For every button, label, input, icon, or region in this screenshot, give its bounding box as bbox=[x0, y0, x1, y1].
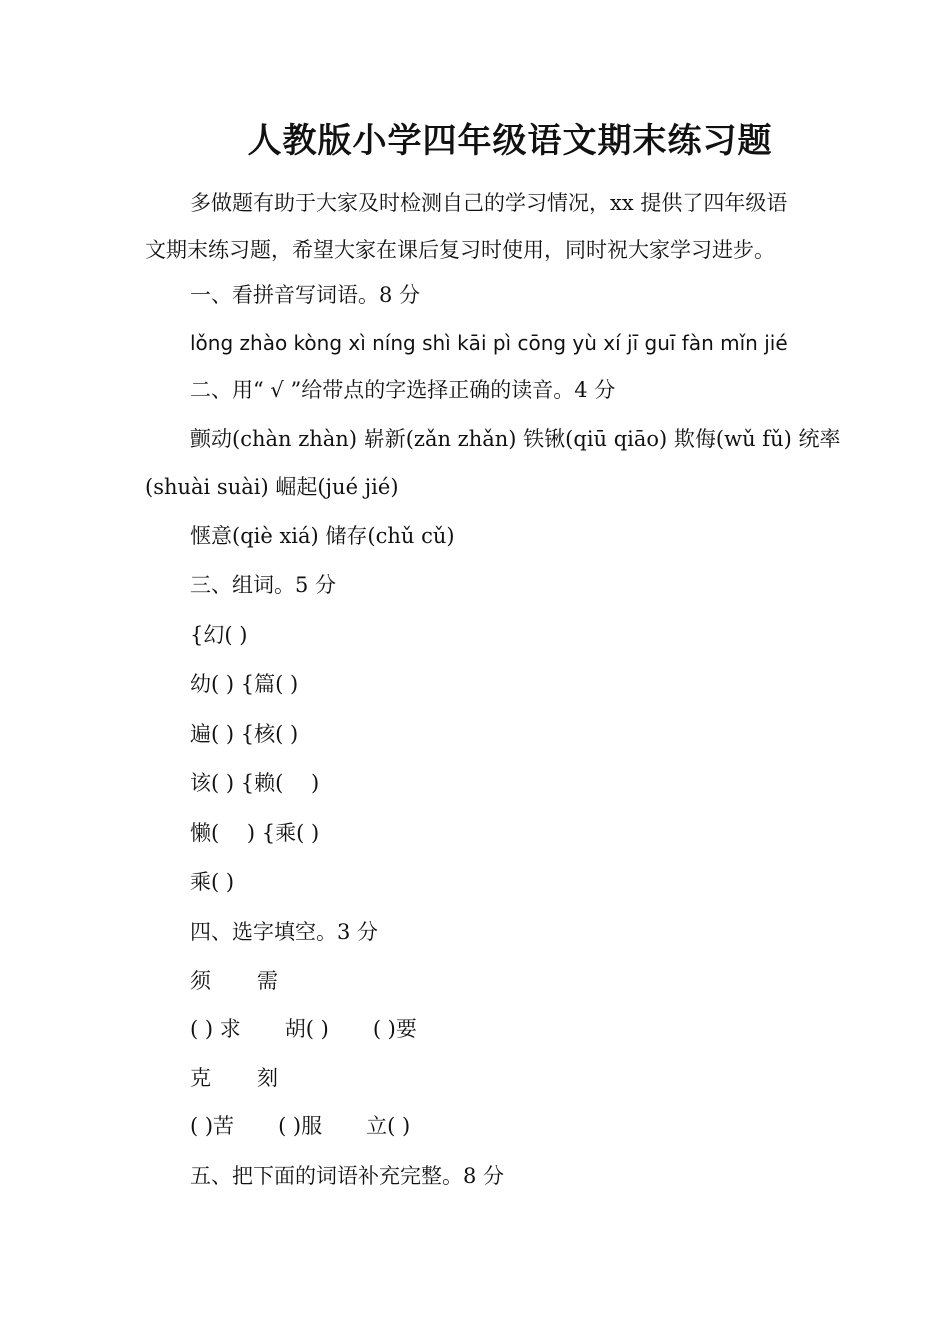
section-3-heading: 三、组词。5 分 bbox=[190, 573, 337, 597]
choice-char: 克 bbox=[190, 1066, 211, 1090]
intro-line-2: 文期末练习题，希望大家在课后复习时使用，同时祝大家学习进步。 bbox=[145, 238, 775, 262]
section-1-heading: 一、看拼音写词语。8 分 bbox=[190, 283, 421, 307]
section-3-line-1: {幻( ) bbox=[190, 623, 248, 647]
fill-blank: 胡( ) bbox=[284, 1017, 329, 1041]
section-1-pinyin: lǒng zhào kòng xì níng shì kāi pì cōng yù xí jī guī fàn mǐn jié bbox=[190, 331, 788, 355]
section-3-line-2: 幼( ) {篇( ) bbox=[190, 672, 299, 696]
section-3-line-5: 懒( ) {乘( ) bbox=[190, 821, 320, 845]
section-4-heading: 四、选字填空。3 分 bbox=[190, 920, 379, 944]
fill-blank: ( )要 bbox=[372, 1017, 417, 1041]
choice-char: 须 bbox=[190, 969, 211, 993]
section-3-line-3: 遍( ) {核( ) bbox=[190, 722, 299, 746]
section-4-row-3 bbox=[190, 1063, 278, 1093]
section-4-row-2 bbox=[190, 1014, 417, 1044]
section-2-line-3: 惬意(qiè xiá) 储存(chǔ cǔ) bbox=[190, 524, 455, 548]
section-3-line-6: 乘( ) bbox=[190, 870, 235, 894]
choice-char: 需 bbox=[257, 969, 278, 993]
section-2-heading: 二、用“ √ ”给带点的字选择正确的读音。4 分 bbox=[190, 378, 616, 402]
fill-blank: ( )苦 bbox=[190, 1114, 235, 1138]
fill-blank: ( ) 求 bbox=[190, 1017, 241, 1041]
section-2-line-2: (shuài suài) 崛起(jué jié) bbox=[145, 475, 399, 499]
choice-char: 刻 bbox=[257, 1066, 278, 1090]
section-3-line-4: 该( ) {赖( ) bbox=[190, 771, 320, 795]
fill-blank: ( )服 bbox=[278, 1114, 323, 1138]
section-2-line-1: 颤动(chàn zhàn) 崭新(zǎn zhǎn) 铁锹(qiū qiāo) 欺侮(wǔ fǔ) 统率 bbox=[190, 427, 841, 451]
fill-blank: 立( ) bbox=[366, 1114, 411, 1138]
document-title: 人教版小学四年级语文期末练习题 bbox=[247, 121, 773, 161]
section-5-heading: 五、把下面的词语补充完整。8 分 bbox=[190, 1164, 505, 1188]
section-4-row-1 bbox=[190, 966, 278, 996]
section-4-row-4 bbox=[190, 1111, 410, 1141]
intro-line-1: 多做题有助于大家及时检测自己的学习情况，xx 提供了四年级语 bbox=[190, 191, 788, 215]
